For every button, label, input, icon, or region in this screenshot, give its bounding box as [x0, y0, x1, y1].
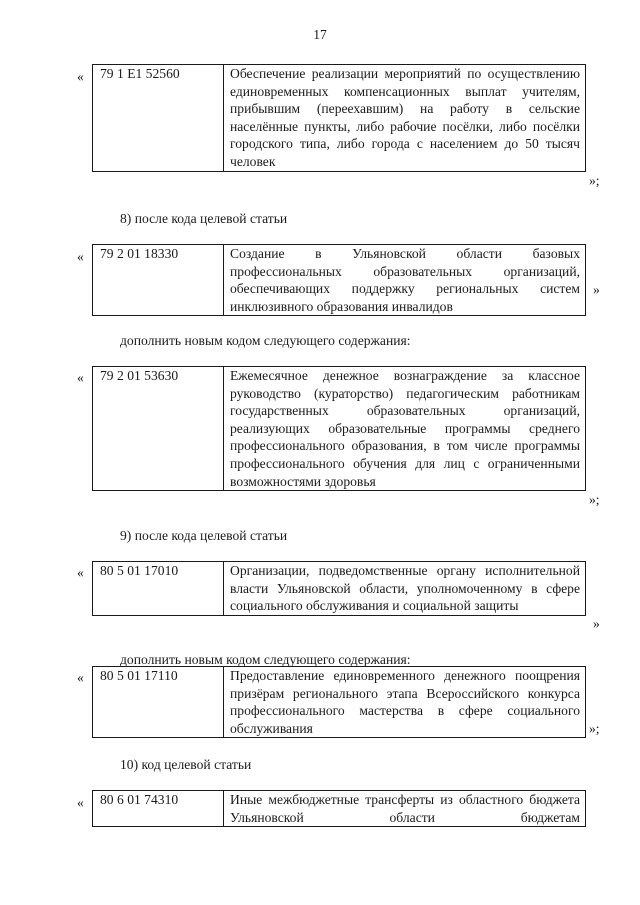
- target-article-code: 80 5 01 17010: [93, 562, 224, 615]
- target-article-description: Организации, подведомственные органу исполнительной власти Ульяновской области, уполномоченному в сфере социального обслуживания и социальной защиты: [230, 563, 580, 614]
- page-number: 17: [313, 27, 327, 42]
- code-entry: [92, 366, 586, 491]
- closing-quote: »;: [589, 492, 600, 507]
- closing-quote: »;: [589, 721, 600, 736]
- target-article-description: Иные межбюджетные трансферты из областного бюджета Ульяновской области бюджетам: [230, 792, 580, 825]
- code-entry: [92, 790, 586, 827]
- opening-quote: «: [77, 69, 84, 84]
- target-article-code: 79 1 E1 52560: [93, 65, 224, 171]
- target-article-description: Обеспечение реализации мероприятий по осуществлению единовременных компенсационных выплат учителям, прибывшим (переехавшим) на работу в сельские населённые пункты, либо рабочие посёлки, либо посёлки городского типа, либо города с населением до 50 тысяч человек: [230, 66, 580, 169]
- code-entry: [92, 244, 586, 316]
- opening-quote: «: [77, 795, 84, 810]
- instruction-paragraph: 10) код целевой статьи: [120, 757, 252, 772]
- opening-quote: «: [77, 370, 84, 385]
- target-article-code: 79 2 01 53630: [93, 367, 224, 490]
- instruction-paragraph: дополнить новым кодом следующего содержания:: [120, 652, 411, 667]
- instruction-paragraph: дополнить новым кодом следующего содержания:: [120, 333, 411, 348]
- target-article-code: 79 2 01 18330: [93, 245, 224, 315]
- instruction-paragraph: 8) после кода целевой статьи: [120, 211, 288, 226]
- code-entry: [92, 561, 586, 616]
- opening-quote: «: [77, 670, 84, 685]
- closing-quote: »: [593, 282, 600, 297]
- opening-quote: «: [77, 249, 84, 264]
- target-article-code: 80 6 01 74310: [93, 791, 224, 826]
- target-article-description: Ежемесячное денежное вознаграждение за классное руководство (кураторство) педагогическим работникам государственных образовательных организаций, реализующих образовательные программы среднего профессионального образования, в том числе программы профессионального обучения для лиц с ограниченными возможностями здоровья: [230, 368, 580, 489]
- code-entry: [92, 64, 586, 172]
- code-entry: [92, 666, 586, 738]
- target-article-code: 80 5 01 17110: [93, 667, 224, 737]
- target-article-description: Предоставление единовременного денежного поощрения призёрам регионального этапа Всероссийского конкурса профессионального мастерства в сфере социального обслуживания: [230, 668, 580, 736]
- closing-quote: »: [593, 616, 600, 631]
- opening-quote: «: [77, 565, 84, 580]
- target-article-description: Создание в Ульяновской области базовых профессиональных образовательных организаций, обеспечивающих поддержку региональных систем инклюзивного образования инвалидов: [230, 246, 580, 314]
- instruction-paragraph: 9) после кода целевой статьи: [120, 528, 288, 543]
- closing-quote: »;: [589, 173, 600, 188]
